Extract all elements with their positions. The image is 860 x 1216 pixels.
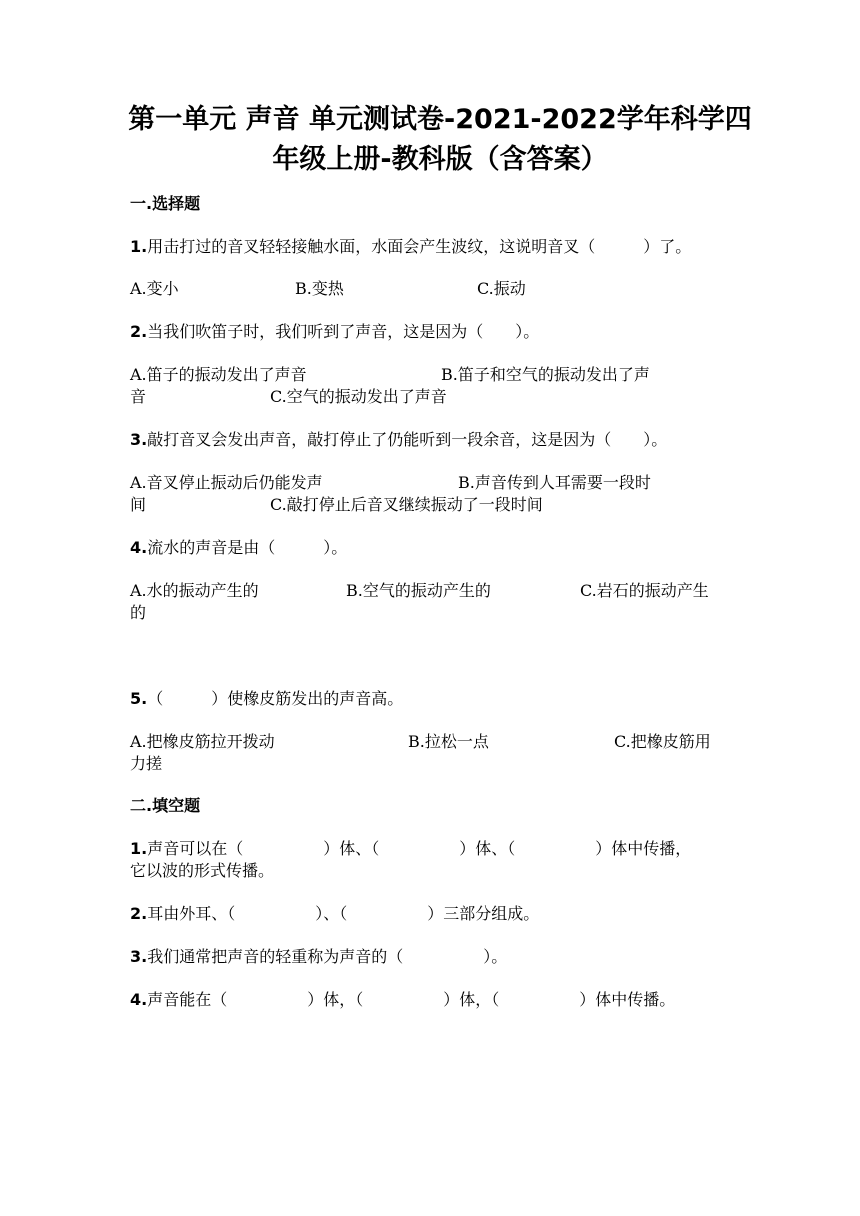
option-a: A.音叉停止振动后仍能发声 [130,473,323,492]
document-title [90,100,790,180]
option-c-continued: 力搓 [130,754,163,773]
question-number: 1. [130,237,148,256]
title-line-1: 第一单元 声音 单元测试卷-2021-2022学年科学四 [128,104,752,135]
option-c: C.把橡皮筋用 [614,732,711,751]
option-c: C.敲打停止后音叉继续振动了一段时间 [270,495,543,514]
question-number: 3. [130,947,148,966]
option-a: A.笛子的振动发出了声音 [130,365,307,384]
option-b: B.笛子和空气的振动发出了声 [441,365,650,384]
question-number: 3. [130,430,148,449]
option-c: C.空气的振动发出了声音 [270,387,447,406]
question-number: 5. [130,689,148,708]
question-1 [130,236,691,258]
fill-question-3 [130,946,507,968]
question-5 [130,688,403,710]
question-text: 我们通常把声音的轻重称为声音的（ ）。 [147,947,508,966]
option-b: B.声音传到人耳需要一段时 [458,473,651,492]
section-heading-fill: 二.填空题 [130,796,201,815]
option-b: B.变热 [295,279,344,298]
section-heading-choice: 一.选择题 [130,194,201,213]
question-text: （ ）使橡皮筋发出的声音高。 [147,689,404,708]
question-number: 4. [130,538,148,557]
option-a: A.变小 [130,279,179,298]
fill-question-1-continued: 它以波的形式传播。 [130,861,275,880]
question-3 [130,429,667,451]
question-text: 用击打过的音叉轻轻接触水面，水面会产生波纹，这说明音叉（ ）了。 [147,237,692,256]
fill-question-4 [130,989,675,1011]
title-line-2: 年级上册-教科版（含答案） [272,144,608,175]
option-b: B.空气的振动产生的 [346,581,491,600]
question-text: 敲打音叉会发出声音，敲打停止了仍能听到一段余音，这是因为（ ）。 [147,430,668,449]
question-text: 流水的声音是由（ ）。 [147,538,348,557]
option-a: A.把橡皮筋拉开拨动 [130,732,275,751]
fill-question-1 [130,838,691,860]
option-b-continued: 间 [130,495,147,514]
option-c: C.振动 [477,279,526,298]
fill-question-2 [130,903,539,925]
question-4 [130,537,347,559]
option-b-continued: 音 [130,387,147,406]
question-text: 声音能在（ ）体，（ ）体，（ ）体中传播。 [147,990,676,1009]
option-c: C.岩石的振动产生 [580,581,709,600]
option-c-continued: 的 [130,603,147,622]
question-number: 4. [130,990,148,1009]
option-b: B.拉松一点 [408,732,489,751]
question-text: 声音可以在（ ）体、（ ）体、（ ）体中传播， [147,839,692,858]
question-text: 当我们吹笛子时，我们听到了声音，这是因为（ ）。 [147,322,540,341]
question-number: 2. [130,904,148,923]
question-text: 耳由外耳、（ ）、（ ）三部分组成。 [147,904,540,923]
option-a: A.水的振动产生的 [130,581,259,600]
question-2 [130,321,539,343]
question-number: 1. [130,839,148,858]
question-number: 2. [130,322,148,341]
